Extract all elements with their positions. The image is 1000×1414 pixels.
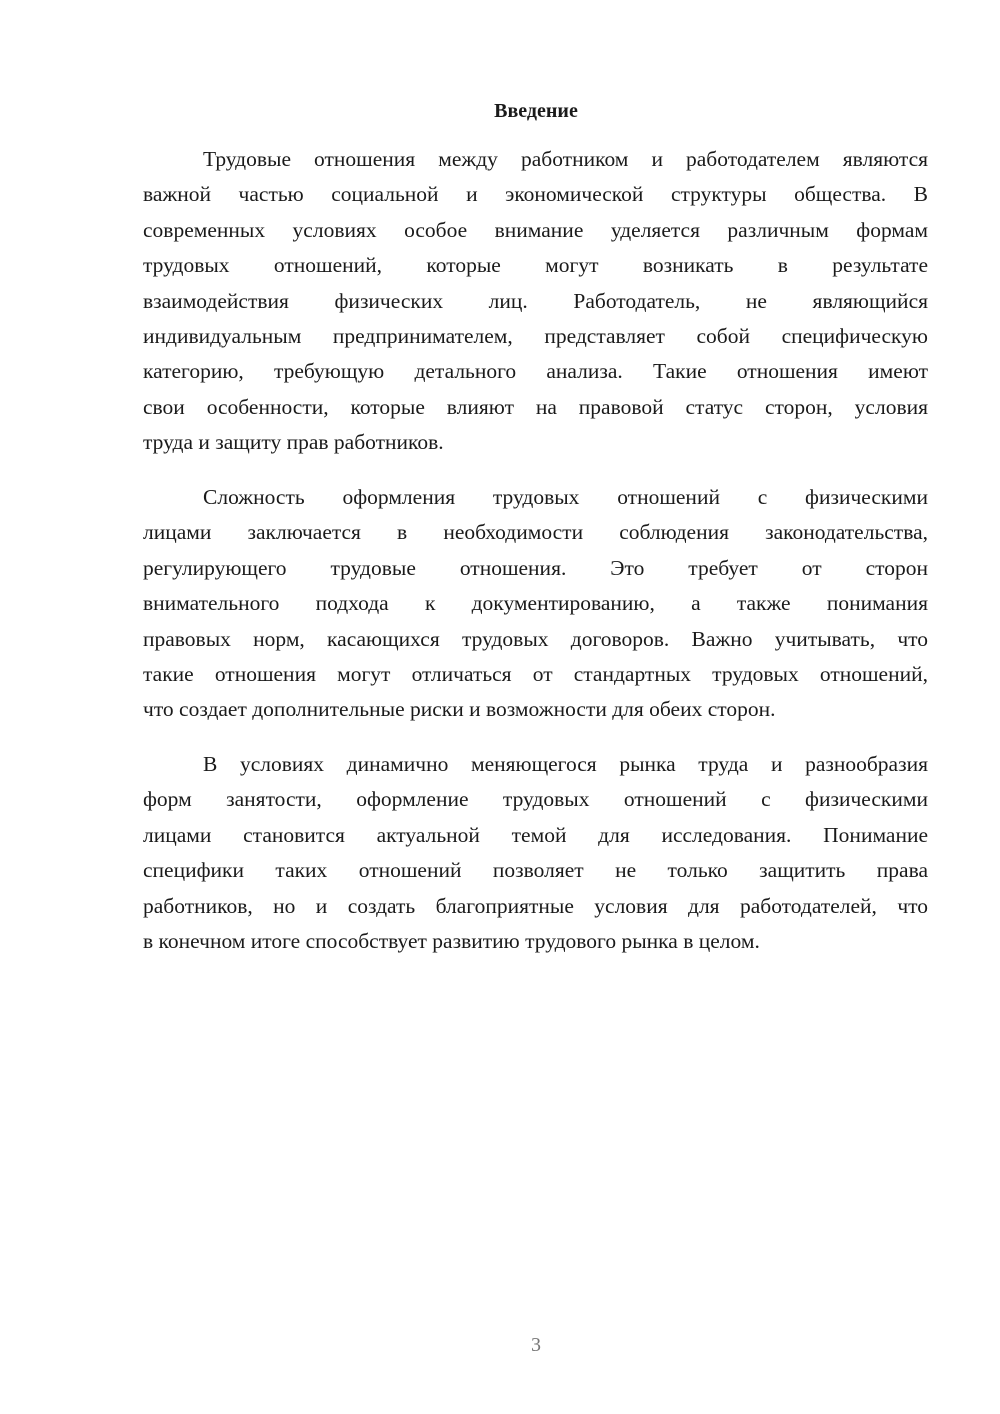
paragraph-2	[143, 480, 928, 728]
text-line: лицами заключается в необходимости соблюдения законодательства,	[143, 520, 928, 545]
text-line: категорию, требующую детального анализа. Такие отношения имеют	[143, 359, 928, 384]
text-line: Трудовые отношения между работником и работодателем являются	[203, 147, 928, 171]
text-line: важной частью социальной и экономической структуры общества. В	[143, 182, 928, 207]
text-line: Сложность оформления трудовых отношений с физическими	[203, 485, 928, 509]
text-line: свои особенности, которые влияют на правовой статус сторон, условия	[143, 394, 928, 419]
text-line: внимательного подхода к документированию, а также понимания	[143, 591, 928, 616]
text-line: в конечном итоге способствует развитию трудового рынка в целом.	[143, 928, 760, 953]
text-line: правовых норм, касающихся трудовых договоров. Важно учитывать, что	[143, 626, 928, 651]
text-line: В условиях динамично меняющегося рынка труда и разнообразия	[203, 752, 928, 776]
text-line: такие отношения могут отличаться от стандартных трудовых отношений,	[143, 661, 928, 686]
page-number: 3	[531, 1334, 541, 1356]
text-line: современных условиях особое внимание уделяется различным формам	[143, 217, 928, 242]
text-line: что создает дополнительные риски и возможности для обеих сторон.	[143, 697, 776, 722]
text-line: регулирующего трудовые отношения. Это требует от сторон	[143, 555, 928, 580]
text-line: трудовых отношений, которые могут возникать в результате	[143, 253, 928, 278]
text-line: взаимодействия физических лиц. Работодатель, не являющийся	[143, 288, 928, 313]
text-line: индивидуальным предпринимателем, представляет собой специфическую	[143, 323, 928, 348]
section-title: Введение	[494, 100, 578, 122]
text-line: работников, но и создать благоприятные условия для работодателей, что	[143, 893, 928, 918]
text-line: форм занятости, оформление трудовых отношений с физическими	[143, 787, 928, 812]
text-line: лицами становится актуальной темой для исследования. Понимание	[143, 822, 928, 847]
text-line: труда и защиту прав работников.	[143, 430, 444, 455]
paragraph-3	[143, 747, 928, 959]
text-line: специфики таких отношений позволяет не только защитить права	[143, 858, 928, 883]
paragraph-1	[143, 142, 928, 461]
